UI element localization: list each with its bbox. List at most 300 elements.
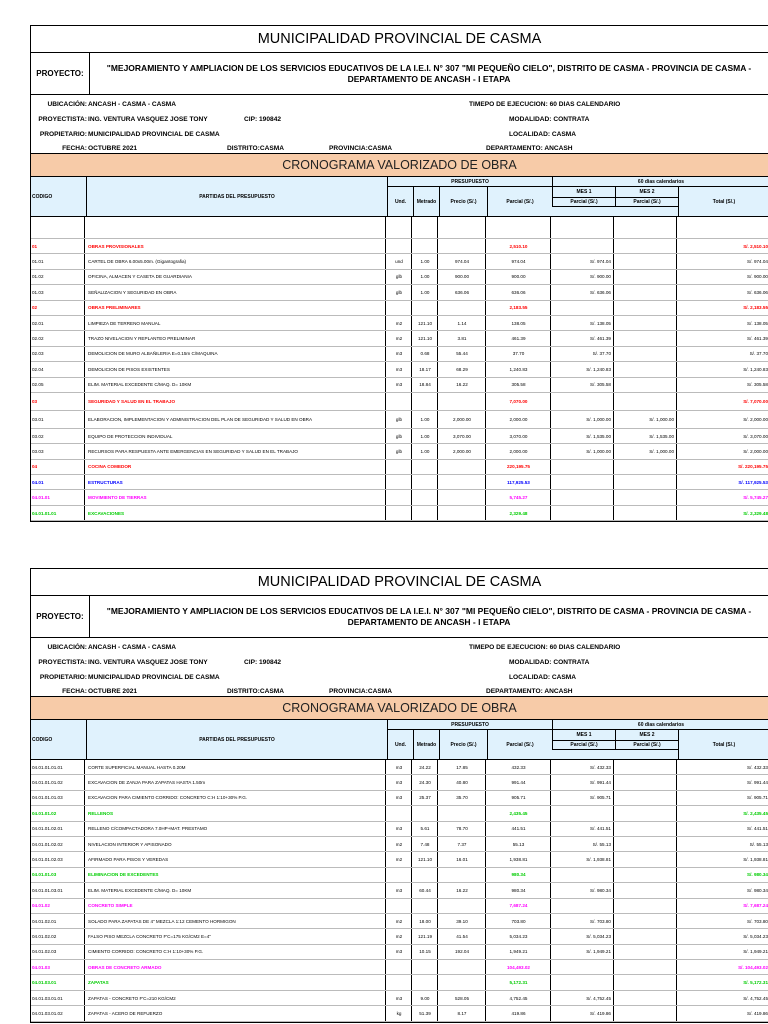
table-group-row	[31, 960, 768, 975]
row-parcial: 3,070.00	[487, 429, 551, 443]
row-unit: m2	[387, 929, 412, 943]
row-description: AFIRMADO PARA PISOS Y VEREDAS	[86, 852, 386, 866]
row-price: 16.22	[439, 883, 486, 897]
row-description: ELIM. MATERIAL EXCEDENTE C/MAQ. D= 10KM	[86, 883, 386, 897]
row-month1: S/. 1,240.83	[552, 362, 614, 376]
col-partidas: PARTIDAS DEL PRESUPUESTO	[86, 177, 387, 216]
table-row	[31, 444, 768, 459]
row-month2	[615, 760, 677, 774]
row-month1: S/. 5,034.23	[552, 929, 614, 943]
row-codigo: 04.01.03.01.01	[31, 991, 85, 1005]
row-month1	[552, 301, 614, 315]
table-row	[31, 945, 768, 960]
col-total: Total (S/.)	[678, 187, 768, 216]
row-month2	[615, 852, 677, 866]
row-parcial: 2,000.00	[487, 444, 551, 458]
row-month2	[615, 475, 677, 489]
row-codigo: 02	[31, 301, 85, 315]
row-total: S/. 104,493.02	[738, 964, 768, 970]
row-parcial: 980.34	[487, 868, 551, 882]
row-parcial: 7,070.00	[487, 393, 551, 410]
row-codigo: 04.01.01.03	[31, 868, 85, 882]
row-price: 16.22	[439, 378, 486, 392]
row-total: S/. 138.05	[747, 320, 768, 326]
row-price: 16.01	[439, 852, 486, 866]
row-description: FALSO PISO MEZCLA CONCRETO F'C=175 KG/CM2 E=4"	[86, 929, 386, 943]
row-month2	[615, 960, 677, 974]
row-metrado: 121.10	[413, 331, 438, 345]
table-row	[31, 822, 768, 837]
row-parcial: 138.05	[487, 316, 551, 330]
row-description: ZAPATAS	[86, 975, 386, 989]
table-row	[31, 760, 768, 775]
row-total: S/. 980.34	[747, 872, 768, 878]
row-month1	[552, 490, 614, 504]
project-row	[31, 596, 768, 638]
col-metrado: Metrado	[413, 187, 439, 216]
row-total: S/. 55.13	[749, 841, 768, 847]
table-row	[31, 429, 768, 444]
row-price: 68.29	[439, 362, 486, 376]
row-codigo: 04.01.01.01	[31, 506, 85, 520]
row-month2	[615, 975, 677, 989]
row-description: OBRAS PRELIMINARES	[86, 301, 386, 315]
row-price: 39.10	[439, 914, 486, 928]
row-parcial: 1,240.83	[487, 362, 551, 376]
row-metrado: 1.00	[413, 411, 438, 428]
row-parcial: 905.71	[487, 791, 551, 805]
row-metrado: 18.17	[413, 362, 438, 376]
proyectista-label: PROYECTISTA:	[38, 116, 87, 123]
provincia-value: PROVINCIA:CASMA	[329, 688, 393, 695]
row-metrado: 121.10	[413, 316, 438, 330]
row-month2: S/. 1,000.00	[615, 411, 677, 428]
row-unit: m3	[387, 822, 412, 836]
row-unit: und	[387, 254, 412, 268]
row-unit	[387, 975, 412, 989]
row-description: RECURSOS PARA RESPUESTA ANTE EMERGENCIAS EN SEGURIDAD Y SALUD EN EL TRABAJO	[86, 444, 386, 458]
row-unit	[387, 239, 412, 253]
row-parcial: 974.04	[487, 254, 551, 268]
row-month2	[615, 883, 677, 897]
row-price	[439, 975, 486, 989]
row-price: 40.80	[439, 775, 486, 789]
row-unit	[387, 490, 412, 504]
row-description: TRAZO NIVELACION Y REPLANTEO PRELIMINAR	[86, 331, 386, 345]
row-price	[439, 506, 486, 520]
schedule-banner: CRONOGRAMA VALORIZADO DE OBRA	[31, 154, 768, 177]
table-group-row	[31, 460, 768, 475]
page-title: MUNICIPALIDAD PROVINCIAL DE CASMA	[31, 26, 768, 53]
row-codigo: 01.02	[31, 270, 85, 284]
row-metrado: 24.30	[413, 775, 438, 789]
row-month1	[552, 239, 614, 253]
localidad-value: LOCALIDAD: CASMA	[509, 674, 577, 681]
row-metrado	[413, 490, 438, 504]
col-mes1-parcial: Parcial (S/.)	[552, 740, 615, 750]
col-mes2: MES 2	[615, 187, 678, 197]
row-month1: S/. 305.58	[552, 378, 614, 392]
row-metrado	[413, 960, 438, 974]
row-metrado: 51.39	[413, 1006, 438, 1020]
row-month1: S/. 1,000.00	[552, 444, 614, 458]
row-codigo: 02.03	[31, 347, 85, 361]
row-month1: S/. 432.33	[552, 760, 614, 774]
row-price: 900.00	[439, 270, 486, 284]
row-metrado: 121.19	[413, 929, 438, 943]
row-month1: S/. 636.06	[552, 285, 614, 299]
row-total: S/. 2,000.00	[743, 416, 768, 422]
propietario-value: MUNICIPALIDAD PROVINCIAL DE CASMA	[88, 674, 220, 681]
row-parcial: 1,938.81	[487, 852, 551, 866]
table-row	[31, 1006, 768, 1021]
row-total: S/. 2,183.55	[743, 305, 768, 311]
row-metrado	[413, 506, 438, 520]
row-price: 3.81	[439, 331, 486, 345]
col-metrado: Metrado	[413, 730, 439, 759]
row-month2	[615, 490, 677, 504]
row-codigo: 02.05	[31, 378, 85, 392]
row-description: EXCAVACION DE ZANJA PARA ZAPATAS HASTA 1.50m	[86, 775, 386, 789]
schedule-sheet-1	[30, 25, 768, 522]
col-dias: 60 dias calendarios	[552, 720, 768, 730]
table-group-row	[31, 506, 768, 521]
row-unit	[387, 960, 412, 974]
fecha-label: FECHA:	[62, 145, 87, 152]
row-month1: S/. 1,938.81	[552, 852, 614, 866]
row-parcial: 55.13	[487, 837, 551, 851]
row-month1: S/. 419.86	[552, 1006, 614, 1020]
row-total: S/. 2,510.10	[743, 243, 768, 249]
row-price: 3,070.00	[439, 429, 486, 443]
row-price: 2,000.00	[439, 444, 486, 458]
col-precio: Precio (S/.)	[439, 187, 487, 216]
row-metrado	[413, 868, 438, 882]
row-description: OFICINA, ALMACEN Y CASETA DE GUARDIANIA	[86, 270, 386, 284]
row-metrado: 1.00	[413, 285, 438, 299]
propietario-label: PROPIETARIO:	[39, 131, 87, 138]
table-group-row	[31, 301, 768, 316]
row-total: S/. 905.71	[747, 795, 768, 801]
row-parcial: 4,752.45	[487, 991, 551, 1005]
row-price	[439, 868, 486, 882]
table-group-row	[31, 475, 768, 490]
row-codigo: 04.01.03.01.02	[31, 1006, 85, 1020]
row-month2	[615, 991, 677, 1005]
row-codigo: 02.01	[31, 316, 85, 330]
provincia-value: PROVINCIA:CASMA	[329, 145, 393, 152]
row-codigo: 04.01.01.01.02	[31, 775, 85, 789]
row-metrado: 1.00	[413, 270, 438, 284]
row-metrado: 1.00	[413, 429, 438, 443]
row-month2	[615, 285, 677, 299]
row-unit: m2	[387, 914, 412, 928]
row-month2	[615, 460, 677, 474]
project-label: PROYECTO:	[31, 53, 90, 94]
distrito-value: DISTRITO:CASMA	[227, 145, 285, 152]
row-month1	[552, 806, 614, 820]
row-total: S/. 1,938.81	[743, 857, 768, 863]
row-unit: m3	[387, 775, 412, 789]
row-parcial: 991.44	[487, 775, 551, 789]
row-total: S/. 2,435.45	[743, 810, 768, 816]
row-codigo: 01	[31, 239, 85, 253]
row-codigo: 04.01.01.01.01	[31, 760, 85, 774]
row-price: 528.05	[439, 991, 486, 1005]
row-unit	[387, 475, 412, 489]
row-price	[439, 217, 486, 238]
row-description: CORTE SUPERFICIAL MANUAL HASTA 0.20M	[86, 760, 386, 774]
row-description: DEMOLICION DE PISOS EXISTENTES	[86, 362, 386, 376]
modalidad-value: MODALIDAD: CONTRATA	[509, 116, 590, 123]
col-mes1: MES 1	[552, 730, 615, 740]
row-metrado: 24.22	[413, 760, 438, 774]
schedule-banner: CRONOGRAMA VALORIZADO DE OBRA	[31, 697, 768, 720]
project-text: "MEJORAMIENTO Y AMPLIACION DE LOS SERVICIOS EDUCATIVOS DE LA I.E.I. N° 307 "MI PEQUEÑO CIELO", DISTRITO DE CASMA - PROVINCIA DE CASMA - DEPARTAMENTO DE ANCASH - I ETAPA	[106, 605, 752, 627]
table-row	[31, 929, 768, 944]
row-description: ZAPATAS - ACERO DE REFUERZO	[86, 1006, 386, 1020]
proyectista-label: PROYECTISTA:	[38, 659, 87, 666]
row-unit	[387, 806, 412, 820]
row-month2	[615, 837, 677, 851]
row-month2	[615, 270, 677, 284]
row-month2	[615, 945, 677, 959]
departamento-value: DEPARTAMENTO: ANCASH	[486, 145, 573, 152]
table-group-row	[31, 899, 768, 914]
row-codigo: 04.01.01.03.01	[31, 883, 85, 897]
row-total: S/. 461.39	[747, 336, 768, 342]
row-price: 974.04	[439, 254, 486, 268]
row-unit: kg	[387, 1006, 412, 1020]
row-parcial: 305.58	[487, 378, 551, 392]
row-month1	[552, 460, 614, 474]
row-description: SEÑALIZACION Y SEGURIDAD EN OBRA	[86, 285, 386, 299]
row-month1	[552, 217, 614, 238]
page-title: MUNICIPALIDAD PROVINCIAL DE CASMA	[31, 569, 768, 596]
row-codigo: 04.01.01.01.03	[31, 791, 85, 805]
row-metrado: 121.10	[413, 852, 438, 866]
row-description: MOVIMIENTO DE TIERRAS	[86, 490, 386, 504]
row-description: OBRAS PROVISIONALES	[86, 239, 386, 253]
row-codigo: 04.01.01	[31, 490, 85, 504]
row-price: 192.04	[439, 945, 486, 959]
schedule-sheet-2	[30, 568, 768, 1023]
row-price: 636.06	[439, 285, 486, 299]
row-description: CONCRETO SIMPLE	[86, 899, 386, 913]
row-month2	[615, 914, 677, 928]
table-header	[31, 720, 768, 760]
row-codigo: 04.01.02.02	[31, 929, 85, 943]
row-metrado: 60.44	[413, 883, 438, 897]
row-description: OBRAS DE CONCRETO ARMADO	[86, 960, 386, 974]
row-total: S/. 974.04	[747, 259, 768, 265]
row-metrado	[413, 806, 438, 820]
row-description: SOLADO PARA ZAPATAS DE 4" MEZCLA 1:12 CEMENTO HORMIGON	[86, 914, 386, 928]
row-parcial: 7,687.24	[487, 899, 551, 913]
row-month1: S/. 1,000.00	[552, 411, 614, 428]
table-group-row	[31, 239, 768, 254]
departamento-value: DEPARTAMENTO: ANCASH	[486, 688, 573, 695]
row-price	[439, 475, 486, 489]
row-total: S/. 636.06	[747, 289, 768, 295]
row-price	[439, 490, 486, 504]
row-month1: S/. 974.04	[552, 254, 614, 268]
row-total: S/. 419.86	[747, 1010, 768, 1016]
col-mes2-parcial: Parcial (S/.)	[615, 740, 678, 750]
table-row	[31, 991, 768, 1006]
row-month1: S/. 1,535.00	[552, 429, 614, 443]
row-month1	[552, 475, 614, 489]
tiempo-value: TIMEPO DE EJECUCION: 60 DIAS CALENDARIO	[469, 101, 621, 108]
row-description: SEGURIDAD Y SALUD EN EL TRABAJO	[86, 393, 386, 410]
row-codigo: 01.01	[31, 254, 85, 268]
row-unit: m2	[387, 331, 412, 345]
row-unit	[387, 460, 412, 474]
row-parcial	[487, 217, 551, 238]
row-month2	[615, 899, 677, 913]
row-month1: S/. 991.44	[552, 775, 614, 789]
budget-rows	[31, 760, 768, 1022]
row-month1: S/. 37.70	[552, 347, 614, 361]
row-price: 2,000.00	[439, 411, 486, 428]
info-block	[31, 95, 768, 154]
col-codigo: CODIGO	[32, 736, 53, 743]
row-month2	[615, 331, 677, 345]
row-codigo: 04.01.01.02.03	[31, 852, 85, 866]
row-codigo: 03.03	[31, 444, 85, 458]
row-month2	[615, 217, 677, 238]
col-mes1: MES 1	[552, 187, 615, 197]
col-partidas: PARTIDAS DEL PRESUPUESTO	[86, 720, 387, 759]
row-month2	[615, 393, 677, 410]
row-total: S/. 1,240.83	[743, 366, 768, 372]
propietario-value: MUNICIPALIDAD PROVINCIAL DE CASMA	[88, 131, 220, 138]
col-mes2-parcial: Parcial (S/.)	[615, 197, 678, 207]
col-codigo: CODIGO	[32, 193, 53, 200]
row-unit: m3	[387, 347, 412, 361]
row-parcial: 441.51	[487, 822, 551, 836]
row-month2: S/. 1,535.00	[615, 429, 677, 443]
row-month2	[615, 347, 677, 361]
cip-value: CIP: 190842	[244, 659, 282, 666]
row-month1	[552, 960, 614, 974]
row-total: S/. 4,752.45	[743, 995, 768, 1001]
row-unit: m2	[387, 852, 412, 866]
row-month2	[615, 791, 677, 805]
fecha-value: OCTUBRE 2021	[88, 688, 138, 695]
row-parcial: 2,510.10	[487, 239, 551, 253]
row-description: COCINA COMEDOR	[86, 460, 386, 474]
table-group-row	[31, 393, 768, 411]
row-price: 17.85	[439, 760, 486, 774]
row-unit: m3	[387, 760, 412, 774]
row-unit	[387, 506, 412, 520]
row-metrado	[413, 899, 438, 913]
row-codigo: 04.01.01.02.02	[31, 837, 85, 851]
localidad-value: LOCALIDAD: CASMA	[509, 131, 577, 138]
row-description: DEMOLICION DE MURO ALBAÑILERIA E=0.15m C/MAQUINA	[86, 347, 386, 361]
propietario-label: PROPIETARIO:	[39, 674, 87, 681]
row-codigo: 04.01.02.03	[31, 945, 85, 959]
distrito-value: DISTRITO:CASMA	[227, 688, 285, 695]
row-unit	[387, 301, 412, 315]
table-row	[31, 362, 768, 377]
row-price	[439, 301, 486, 315]
row-month1: S/. 703.80	[552, 914, 614, 928]
row-unit: m2	[387, 316, 412, 330]
row-parcial: 2,329.48	[487, 506, 551, 520]
row-total: S/. 3,070.00	[743, 433, 768, 439]
row-unit	[387, 217, 412, 238]
row-month1	[552, 506, 614, 520]
row-parcial: 636.06	[487, 285, 551, 299]
row-unit	[387, 868, 412, 882]
row-month2	[615, 775, 677, 789]
row-parcial: 5,745.27	[487, 490, 551, 504]
row-description: ELIMINACION DE EXCEDENTES	[86, 868, 386, 882]
cip-value: CIP: 190842	[244, 116, 282, 123]
row-description: RELLENOS	[86, 806, 386, 820]
row-parcial: 2,435.45	[487, 806, 551, 820]
row-parcial: 432.33	[487, 760, 551, 774]
row-total: S/. 703.80	[747, 918, 768, 924]
row-metrado	[413, 301, 438, 315]
row-description: EXCAVACIONES	[86, 506, 386, 520]
row-month2	[615, 1006, 677, 1020]
row-unit: m3	[387, 362, 412, 376]
row-description: CARTEL DE OBRA 6.00x5.00m. (Gigantografia)	[86, 254, 386, 268]
row-month2	[615, 506, 677, 520]
row-metrado: 1.00	[413, 254, 438, 268]
row-month2	[615, 868, 677, 882]
row-month2	[615, 301, 677, 315]
table-row	[31, 914, 768, 929]
info-block	[31, 638, 768, 697]
row-price	[439, 460, 486, 474]
table-row	[31, 254, 768, 269]
row-codigo	[31, 217, 85, 238]
row-total: S/. 1,949.21	[743, 949, 768, 955]
row-codigo: 04	[31, 460, 85, 474]
table-row	[31, 217, 768, 239]
proyectista-value: ING. VENTURA VASQUEZ JOSE TONY	[88, 116, 208, 123]
row-total: S/. 220,195.75	[738, 464, 768, 470]
project-row	[31, 53, 768, 95]
row-description: NIVELACION INTERIOR Y APISONADO	[86, 837, 386, 851]
row-month1	[552, 899, 614, 913]
row-month1: S/. 905.71	[552, 791, 614, 805]
row-total: S/. 2,329.48	[743, 510, 768, 516]
table-row	[31, 378, 768, 393]
row-parcial: 461.39	[487, 331, 551, 345]
row-codigo: 04.01	[31, 475, 85, 489]
row-total: S/. 5,745.27	[743, 495, 768, 501]
row-parcial: 419.86	[487, 1006, 551, 1020]
row-month1: S/. 1,949.21	[552, 945, 614, 959]
row-unit: glb	[387, 270, 412, 284]
row-codigo: 01.03	[31, 285, 85, 299]
row-description: RELLENO C/COMPACTADORA 7.0HP+MAT. PRESTAMO	[86, 822, 386, 836]
row-month2	[615, 254, 677, 268]
row-unit: m3	[387, 378, 412, 392]
row-price: 35.70	[439, 791, 486, 805]
row-codigo: 04.01.01.02.01	[31, 822, 85, 836]
row-month2	[615, 362, 677, 376]
row-description: EXCAVACION PARA CIMIENTO CORRIDO: CONCRETO C:H 1:10+30% P.G.	[86, 791, 386, 805]
row-total: S/. 305.58	[747, 382, 768, 388]
row-month2	[615, 806, 677, 820]
row-metrado	[413, 239, 438, 253]
